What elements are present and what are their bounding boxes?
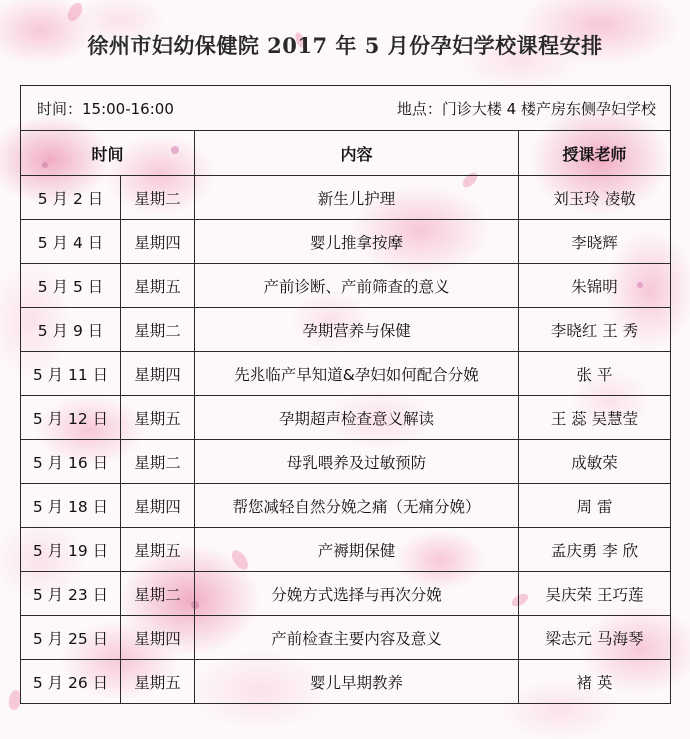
cell-teacher: 褚 英: [519, 660, 671, 704]
cell-date: 5 月 4 日: [21, 220, 121, 264]
header-time: 时间: [21, 131, 195, 176]
cell-weekday: 星期四: [121, 352, 195, 396]
cell-weekday: 星期五: [121, 528, 195, 572]
cell-weekday: 星期五: [121, 660, 195, 704]
cell-content: 产前诊断、产前筛查的意义: [195, 264, 519, 308]
cell-weekday: 星期四: [121, 220, 195, 264]
cell-date: 5 月 16 日: [21, 440, 121, 484]
table-row: [21, 660, 671, 704]
cell-date: 5 月 25 日: [21, 616, 121, 660]
cell-content: 孕期超声检查意义解读: [195, 396, 519, 440]
cell-teacher: 张 平: [519, 352, 671, 396]
cell-content: 婴儿早期教养: [195, 660, 519, 704]
cell-teacher: 孟庆勇 李 欣: [519, 528, 671, 572]
cell-weekday: 星期四: [121, 616, 195, 660]
header-teacher: 授课老师: [519, 131, 671, 176]
class-time: 时间：15:00-16:00: [37, 100, 174, 118]
cell-content: 先兆临产早知道&孕妇如何配合分娩: [195, 352, 519, 396]
table-row: [21, 396, 671, 440]
cell-content: 新生儿护理: [195, 176, 519, 220]
table-row: [21, 308, 671, 352]
cell-date: 5 月 9 日: [21, 308, 121, 352]
cell-content: 产褥期保健: [195, 528, 519, 572]
table-row: [21, 440, 671, 484]
cell-teacher: 王 蕊 吴慧莹: [519, 396, 671, 440]
table-row: [21, 176, 671, 220]
table-row: [21, 220, 671, 264]
cell-date: 5 月 19 日: [21, 528, 121, 572]
header-content: 内容: [195, 131, 519, 176]
cell-teacher: 李晓辉: [519, 220, 671, 264]
cell-teacher: 刘玉玲 凌敬: [519, 176, 671, 220]
cell-teacher: 朱锦明: [519, 264, 671, 308]
meta-row: [21, 86, 671, 131]
table-row: [21, 352, 671, 396]
table-row: [21, 484, 671, 528]
schedule-table: [20, 85, 671, 704]
header-row: [21, 131, 671, 176]
cell-content: 分娩方式选择与再次分娩: [195, 572, 519, 616]
cell-content: 产前检查主要内容及意义: [195, 616, 519, 660]
meta-cell: [21, 86, 671, 131]
cell-teacher: 吴庆荣 王巧莲: [519, 572, 671, 616]
cell-content: 母乳喂养及过敏预防: [195, 440, 519, 484]
cell-date: 5 月 5 日: [21, 264, 121, 308]
cell-date: 5 月 26 日: [21, 660, 121, 704]
cell-teacher: 梁志元 马海琴: [519, 616, 671, 660]
class-location: 地点：门诊大楼 4 楼产房东侧孕妇学校: [396, 100, 656, 118]
cell-teacher: 成敏荣: [519, 440, 671, 484]
cell-content: 婴儿推拿按摩: [195, 220, 519, 264]
cell-weekday: 星期五: [121, 264, 195, 308]
cell-weekday: 星期二: [121, 572, 195, 616]
table-row: [21, 616, 671, 660]
cell-teacher: 周 雷: [519, 484, 671, 528]
cell-date: 5 月 2 日: [21, 176, 121, 220]
table-row: [21, 528, 671, 572]
cell-weekday: 星期二: [121, 308, 195, 352]
table-row: [21, 264, 671, 308]
cell-date: 5 月 11 日: [21, 352, 121, 396]
cell-content: 帮您减轻自然分娩之痛（无痛分娩）: [195, 484, 519, 528]
table-row: [21, 572, 671, 616]
cell-date: 5 月 12 日: [21, 396, 121, 440]
cell-teacher: 李晓红 王 秀: [519, 308, 671, 352]
cell-date: 5 月 18 日: [21, 484, 121, 528]
cell-weekday: 星期五: [121, 396, 195, 440]
cell-date: 5 月 23 日: [21, 572, 121, 616]
cell-weekday: 星期四: [121, 484, 195, 528]
page-title: 徐州市妇幼保健院 2017 年 5 月份孕妇学校课程安排: [87, 33, 603, 58]
cell-content: 孕期营养与保健: [195, 308, 519, 352]
cell-weekday: 星期二: [121, 176, 195, 220]
cell-weekday: 星期二: [121, 440, 195, 484]
